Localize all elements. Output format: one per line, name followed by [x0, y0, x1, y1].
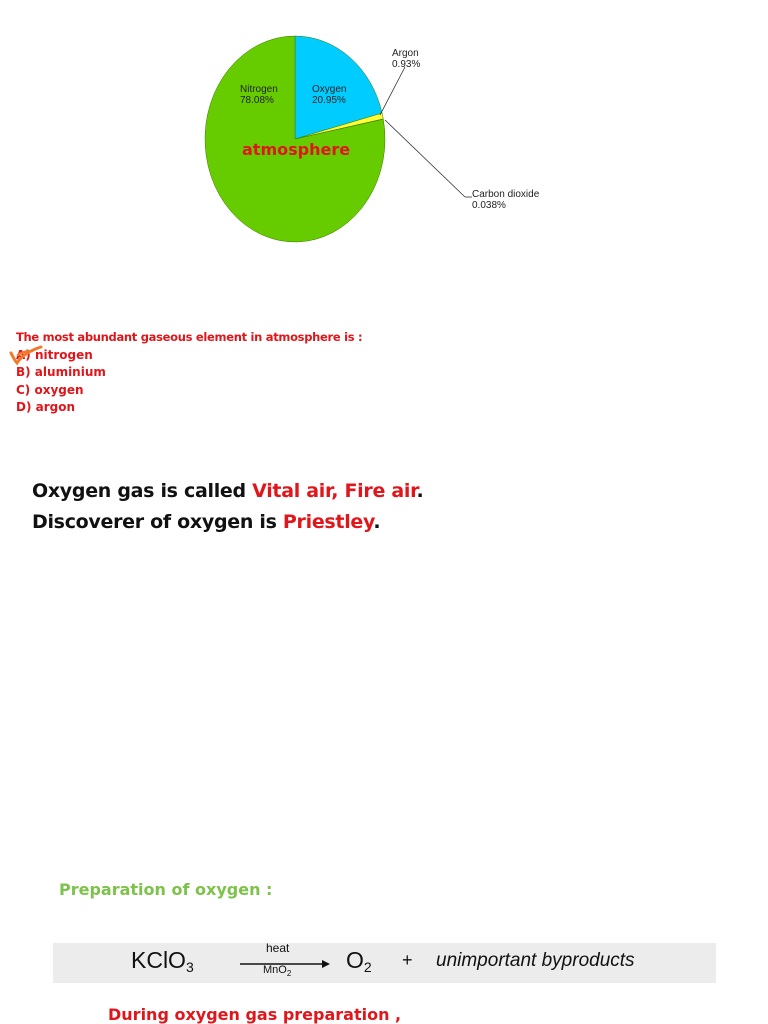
- plus-sign: +: [402, 950, 413, 970]
- argon-value: 0.93%: [392, 59, 421, 70]
- quiz-option-b: B) aluminium: [16, 365, 106, 379]
- preparation-heading: Preparation of oxygen :: [59, 880, 273, 899]
- argon-leader-line: [380, 67, 405, 115]
- oxygen-value: 20.95%: [312, 95, 346, 106]
- co2-label: Carbon dioxide: [472, 189, 540, 200]
- preparation-note: During oxygen gas preparation ,: [108, 1005, 402, 1024]
- oxygen-label: Oxygen: [312, 84, 347, 95]
- vital-air-highlight: Vital air, Fire air: [252, 480, 417, 502]
- quiz-option-c: C) oxygen: [16, 382, 84, 397]
- checkmark-icon: [8, 343, 44, 367]
- co2-value: 0.038%: [472, 200, 506, 211]
- atmosphere-pie-chart: [0, 0, 768, 260]
- co2-leader-line: [385, 120, 465, 197]
- nitrogen-label: Nitrogen: [240, 84, 278, 95]
- fact-line-discoverer: Discoverer of oxygen is Priestley.: [32, 511, 381, 533]
- catalyst-mno2: MnO$_2$: [263, 964, 292, 979]
- byproducts-text: unimportant byproducts: [436, 950, 635, 971]
- quiz-question: The most abundant gaseous element in atmosphere is :: [16, 330, 363, 344]
- reactant-kclo3: KClO$_3$: [131, 947, 194, 975]
- chemical-equation: [53, 943, 716, 983]
- pie-title: atmosphere: [242, 140, 351, 159]
- fact-line-vital-air: Oxygen gas is called Vital air, Fire air.: [32, 480, 424, 502]
- argon-label: Argon: [392, 48, 419, 59]
- quiz-option-d: D) argon: [16, 400, 76, 414]
- product-o2: $O_2$: [346, 947, 372, 975]
- quiz-block: [16, 329, 362, 417]
- nitrogen-value: 78.08%: [240, 95, 274, 106]
- quiz-option-a: A) nitrogen: [16, 347, 93, 362]
- priestley-highlight: Priestley: [282, 511, 374, 533]
- condition-heat: heat: [266, 941, 290, 955]
- oxygen-facts: [32, 476, 423, 538]
